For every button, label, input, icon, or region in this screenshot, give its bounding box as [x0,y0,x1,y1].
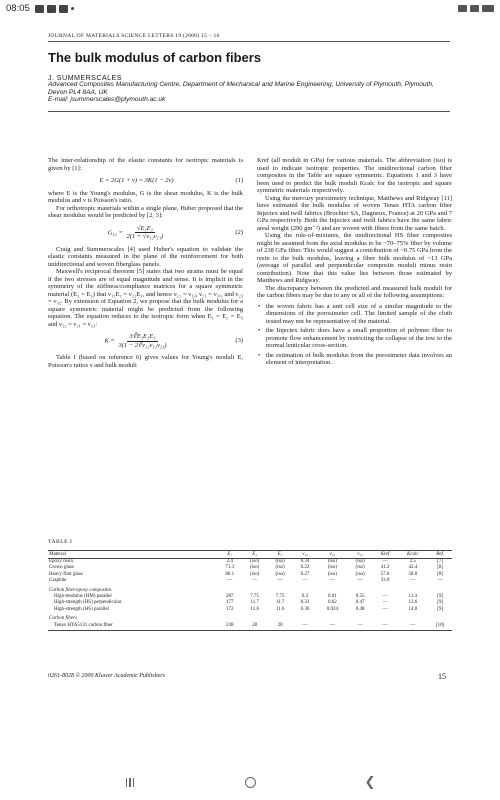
status-time: 08:05 [6,3,30,14]
moduli-table [48,550,452,631]
table-cell: (iso) [355,559,365,564]
home-button[interactable] [230,769,270,797]
table-cell-material: Carbon fibers [49,616,77,622]
equation-2-number: (2) [235,228,243,236]
table-row [48,623,452,631]
table-cell: — [357,578,363,584]
equation-2-denominator: 2(1 + √ν₁₂ν₂₁) [126,233,164,240]
dot-icon [71,7,74,10]
message-icon [47,5,56,13]
table-cell: — [373,623,397,631]
table-cell: 28 [242,623,267,631]
table-cell-material: Graphite [49,578,67,584]
table-cell: — [227,578,233,584]
equation-3-number: (3) [235,337,243,345]
table-cell: — [382,600,388,606]
table-cell: 0.22 [300,565,310,571]
table-cell: — [302,578,308,584]
table-cell: 0.34 [300,559,310,564]
table-cell: 11.6 [275,606,285,612]
table-cell: 42.4 [408,565,418,571]
page-number: 15 [438,672,446,681]
left-paragraph-5: Maxwell's reciprocal theorem [5] states that two strains must be equal if the two stresses are of equal magnitude and sense. It is implicit in the symmetry of the stiffness/compliance matrices for a square symmetric material (E₂ = E₃) that ν₁₂E₂ = ν₂₁E₁, and hence ν₁₂ = ν₁₃, ν₂₁ = ν₃₁, and ν₂₃ = ν₃₂. By extension of Equation 2, we propose that the bulk modulus for a square symmetric material might be predicted from the following equation. The equation reduces to the isotropic form when E₁ = E₂ = E₃ and ν₁₂ = ν₂₁ = ν₂₃: [48,268,243,328]
table-cell: 33.0 [380,578,390,584]
table-cell: (iso) [327,571,337,577]
mail-icon [59,5,68,13]
paper-page[interactable] [0,17,500,765]
right-paragraph-1: Kref (all moduli in GPa) for various materials. The abbreviation (iso) is used to indicate isotropic properties. The unidirectional carbon fiber composites in the Table are square symmetric. Equations 1 and 3 have been used to predict the bulk moduli Kcalc for the isotropic and square symmetric materials respectively. [257,157,452,194]
table-cell-material: Tenax HTA5131 carbon fiber [48,623,218,631]
table-cell: [8] [437,571,444,577]
table-cell: — [252,578,258,584]
table-cell-material: Crown glass [49,565,74,571]
right-paragraph-3: Using the rule-of-mixtures, the unidirectional HS fiber composites might be assumed from the axial modulus to be ~70–75% fiber by volume of 238 GPa fiber. This would suggest a contribution of ~0.75 GPa from the resin to the bulk modulus, leaving a fiber bulk modulus of ~13 GPa (average of parallel and perpendicular composite moduli minus resin contribution). Note that this value lies between those estimated by Matthews and Ridgway. [257,232,452,284]
table-cell-material: High-strength (HS) parallel [54,606,109,612]
table-cell: 71.3 [225,565,235,571]
paper-affiliation [48,81,452,104]
table-cell: (iso) [355,571,365,577]
table-row [48,585,452,594]
header-rule [48,111,450,112]
affiliation-text: Advanced Composites Manufacturing Centre, Department of Mechanical and Marine Engineering, University of Plymouth, Plymouth, Devon PL4 8AA, UK [48,81,434,96]
table-cell: — [293,623,317,631]
table-cell: — [317,623,347,631]
table-body [48,559,452,631]
table-cell: — [382,606,388,612]
table-cell-material: Epoxy resin [49,559,74,564]
back-icon: ❮ [364,775,376,790]
equation-2 [48,225,243,241]
table-cell: 0.48 [355,606,365,612]
table-cell: 0.47 [355,600,365,606]
equation-3-denominator: 3(1 − 2∛ν₁₂ν₁₃ν₂₃) [118,341,167,349]
left-paragraph-3: For orthotropic materials within a single plane, Huber proposed that the shear modulus would be predicted by [2, 3]: [48,204,243,219]
table-cell: (iso) [355,565,365,571]
table-cell: 11.3 [408,594,418,600]
right-paragraph-4: The discrepancy between the predicted and measured bulk moduli for the carbon fibers may be due to any or all of the following assumptions: [257,284,452,299]
equation-1 [48,177,243,185]
table-cell: [9] [437,594,444,600]
table-cell: 57.6 [380,571,390,577]
footer-copyright: 0261-8028 © 2000 Kluwer Academic Publishers [48,673,165,679]
table-cell: (iso) [250,571,260,577]
home-icon [245,777,256,788]
table-cell: 7.75 [275,594,285,600]
table-cell: 0.55 [355,594,365,600]
table-row [48,613,452,622]
assumption-item: • the Injectex fabric does have a small proportion of polymer fiber to promote flow enhancement by restricting the collapse of the tow to the normal lenticular cross-section. [257,327,452,350]
table-row [48,559,452,566]
journal-header: JOURNAL OF MATERIALS SCIENCE LETTERS 19 (2000) 15 – 16 [48,33,450,42]
equation-3-lhs: K = [104,337,115,345]
battery-icon [482,5,494,12]
table-cell: 41.2 [380,565,390,571]
table-header-cell: E₂ [242,551,267,559]
table-cell: 0.36 [300,606,310,612]
table-cell: — [437,578,443,584]
table-cell: 2.4 [226,559,233,564]
left-column [48,157,243,369]
table-header-cell: Kcalc [397,551,428,559]
table-cell: 11.7 [250,600,259,606]
wifi-icon [470,5,479,12]
table-header-cell: ν₁₂ [293,551,317,559]
left-paragraph-2: where E is the Young's modulus, G is the shear modulus, K is the bulk modulus and ν is Poisson's ratio. [48,189,243,204]
navigation-bar [0,765,500,800]
table-cell: (iso) [327,559,337,564]
vpn-key-icon [458,5,467,12]
table-cell: [7] [437,559,444,564]
left-paragraph-1: The inter-relationship of the elastic constants for isotropic materials is given by [1]: [48,157,243,172]
table-cell: 0.02 [327,600,337,606]
table-cell-material: High-modulus (HM) parallel [54,594,112,600]
recents-icon [126,778,134,787]
assumption-item: • the woven fabric has a unit cell size of a similar magnitude to the dimensions of the porosimeter cell. The limited sample of the cloth tested may not be representative of the material. [257,303,452,326]
table-cell: 0.27 [300,571,310,577]
recents-button[interactable] [110,769,150,797]
table-caption: TABLE I [48,539,73,545]
table-cell-material: Carbon fiber/epoxy composites [49,587,112,593]
left-paragraph-4: Craig and Summerscales [4] used Huber's equation to validate the elastic constants measured in the plane of the reinforcement for both unidirectional and woven fiberglass panels. [48,245,243,268]
table-cell: 172 [225,606,234,612]
table-cell: — [382,594,388,600]
table-cell: 287 [225,594,234,600]
table-cell: — [329,578,335,584]
table-cell: [9] [437,606,444,612]
status-bar [0,0,500,17]
table-cell: 28 [267,623,292,631]
equation-2-numerator: √E₁E₂ [136,224,153,232]
table-cell: 11.6 [250,606,259,612]
table-header-cell: E₁ [218,551,242,559]
table-cell: [10] [428,623,452,631]
table-cell: 7.75 [250,594,260,600]
table-cell: 0.33 [300,600,310,606]
table-header-row [48,551,452,559]
table-cell: 13.6 [408,600,418,606]
table-cell: [8] [437,565,444,571]
table-cell: 58.0 [408,571,418,577]
equation-1-number: (1) [235,177,243,184]
author-email: E-mail: jsummerscales@plymouth.ac.uk [48,96,166,104]
table-cell: 0.3 [301,594,309,600]
table-cell: 80.1 [225,571,235,577]
equation-3 [48,333,243,349]
table-cell: 14.0 [408,606,418,612]
table-cell: [9] [437,600,444,606]
table-cell: (iso) [250,559,260,564]
table-cell: (iso) [327,565,337,571]
table-cell: — [397,623,428,631]
paper-title: The bulk modulus of carbon fibers [48,50,262,65]
equation-2-lhs: G₁₂ = [107,228,123,236]
table-cell-material: High-strength (HS) perpendicular [54,600,122,606]
table-cell: — [277,578,283,584]
back-button[interactable] [350,769,390,797]
table-cell: 177 [225,600,234,606]
table-header-cell: Kref [373,551,397,559]
table-header-cell: Ref. [428,551,452,559]
table-header-cell: E₃ [267,551,292,559]
table-cell: 238 [218,623,242,631]
table-cell: (iso) [250,565,260,571]
table-cell: — [410,578,416,584]
right-column [257,157,452,369]
table-cell: 0.024 [326,606,338,612]
left-paragraph-6: Table I (based on reference 6) gives values for Young's moduli E, Poisson's ratios ν and bulk moduli [48,354,243,369]
equation-3-numerator: 3∛E₁E₂E₃ [129,333,156,340]
table-header-cell: ν₂₃ [347,551,372,559]
equation-2-fraction [125,225,166,241]
table-cell: — [347,623,372,631]
table-cell: — [382,559,388,564]
assumption-item: • the estimation of bulk modulus from the porosimeter data involves an element of interpretation. [257,352,452,367]
table-header-cell: ν₂₁ [317,551,347,559]
equation-1-text: E = 2G(1 + ν) = 3K(1 − 2ν) [99,177,174,184]
assumption-list [257,303,452,367]
table-cell: 2.5 [409,559,416,564]
equation-3-fraction [116,333,168,349]
table-cell: (iso) [275,565,285,571]
right-paragraph-2: Using the mercury porosimetry technique, Matthews and Ridgway [11] have estimated the bulk modulus of woven Tenax HTA carbon fiber Injectex and twill fabrics (Brochier SA, Dagneux, France) at 20 GPa and 7 GPa respectively. Both the Injectex and twill fabrics have the same fabric areal weight (290 gm⁻²) and are woven with fibers from the same batch. [257,194,452,232]
table-cell: (iso) [275,559,285,564]
image-icon [35,5,44,13]
table-cell: 11.7 [275,600,285,606]
table-cell: (iso) [275,571,285,577]
paper-authors: J. SUMMERSCALES [48,73,122,82]
table-cell: 0.01 [327,594,337,600]
table-header-cell: Material [48,551,218,559]
table-cell-material: Heavy flint glass [49,571,83,577]
